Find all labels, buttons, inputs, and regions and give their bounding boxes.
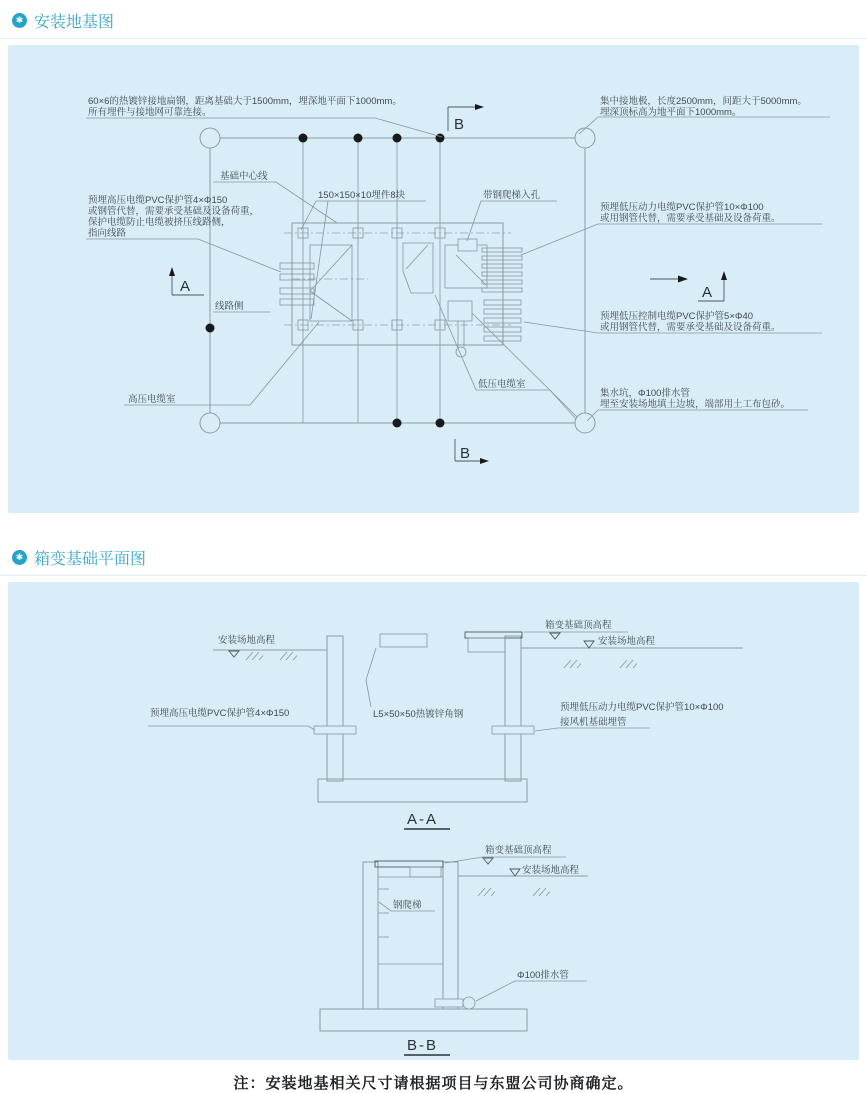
section-letter-a-right: A (702, 284, 713, 301)
bb-annotation-ladder (379, 899, 435, 911)
annotation-sump (587, 387, 808, 421)
foundation-plan-panel (8, 45, 859, 513)
bb-title-text: B-B (407, 1037, 439, 1054)
lv-cable-room (403, 243, 433, 293)
label-ground-pole-line1: 集中接地极，长度2500mm，间距大于5000mm。 (600, 96, 807, 107)
bb-label-drain: Φ100排水管 (517, 970, 569, 981)
lv-power-pipe-group-right (482, 248, 522, 292)
section-2-title: 箱变基础平面图 (34, 551, 147, 568)
section-1-title: 安装地基图 (34, 14, 115, 31)
label-hv-line1: 预埋高压电缆PVC保护管4×Φ150 (88, 195, 228, 206)
aa-label-hv-pipe: 预埋高压电缆PVC保护管4×Φ150 (150, 708, 290, 719)
aa-ground-right (521, 619, 743, 668)
annotation-lv-power-pipes (521, 201, 822, 255)
manhole-room (445, 239, 487, 288)
aa-title (404, 811, 450, 829)
aa-label-site-level-left: 安装场地高程 (218, 635, 276, 646)
bb-title (404, 1037, 450, 1055)
section-aa-drawing (148, 619, 743, 829)
annotation-ground-pole (579, 95, 830, 134)
aa-top-block (380, 634, 427, 647)
aa-left-wall (327, 636, 343, 781)
aa-label-lv-pipe-line1: 预埋低压动力电缆PVC保护管10×Φ100 (560, 702, 724, 713)
foundation-sections-panel (8, 582, 859, 1060)
label-lvp-line2: 或用钢管代替，需要承受基础及设备荷重。 (600, 213, 781, 224)
bb-label-top-level: 箱变基础顶高程 (485, 845, 552, 856)
label-lvp-line1: 预埋低压动力电缆PVC保护管10×Φ100 (600, 202, 764, 213)
aa-right-wall (505, 636, 521, 781)
aa-right-block (468, 638, 505, 652)
label-hv-room: 高压电缆室 (128, 394, 176, 405)
aa-base-slab (318, 779, 527, 802)
label-ground-pole-line2: 埋深顶标高为地平面下1000mm。 (600, 107, 742, 118)
aa-label-angle-steel: L5×50×50热镀锌角钢 (373, 709, 464, 720)
aa-annotation-lv-pipe (535, 701, 724, 731)
header-divider-1 (0, 38, 867, 39)
header-divider-2 (0, 575, 867, 576)
bb-base-slab (320, 1009, 527, 1031)
bb-right-wall (443, 862, 458, 1009)
bb-top-block (410, 867, 441, 877)
aa-right-pipe-sleeve (492, 726, 534, 734)
label-hv-line3: 保护电缆防止电缆被挤压线路侧， (88, 217, 231, 228)
label-lvc-line2: 或用钢管代替，需要承受基础及设备荷重。 (600, 322, 781, 333)
foundation-sections-drawing (8, 582, 859, 1060)
section-mark-b-bottom (455, 439, 489, 464)
label-embed-plates: 150×150×10埋件8块 (318, 190, 406, 201)
label-ground-strip-line1: 60×6的热镀锌接地扁钢，距离基础大于1500mm，埋深地平面下1000mm。 (88, 96, 402, 107)
bb-left-wall (363, 862, 378, 1009)
annotation-embed-plates (301, 189, 426, 319)
label-center-line: 基础中心线 (220, 171, 268, 182)
aa-left-pipe-sleeve (314, 726, 356, 734)
section-letter-b-bottom: B (460, 445, 471, 462)
label-lvc-line1: 预埋低压控制电缆PVC保护管5×Φ40 (600, 311, 754, 322)
bb-ground-right (445, 844, 588, 896)
label-hv-line4: 指向线路 (88, 228, 127, 239)
section-bullet-icon (12, 550, 27, 565)
aa-label-lv-pipe-line2: 接风机基础埋管 (560, 717, 627, 728)
label-manhole: 带钢爬梯入孔 (483, 190, 541, 201)
aa-label-top-level: 箱变基础顶高程 (545, 620, 612, 631)
label-lv-room: 低压电缆室 (478, 379, 526, 390)
section-letter-a-left: A (180, 278, 191, 295)
hv-pipe-group-left (280, 263, 314, 305)
aa-title-text: A-A (407, 811, 439, 828)
label-line-side: 线路侧 (215, 301, 244, 312)
aa-ground-left (213, 634, 327, 660)
section-header-1 (0, 0, 867, 38)
section-mark-a-left (169, 267, 204, 295)
section-header-2 (0, 537, 867, 575)
label-sump-line2: 埋至安装场地填土边坡，端部用土工布包砂。 (600, 399, 791, 410)
label-sump-line1: 集水坑，Φ100排水管 (600, 388, 690, 399)
section-letter-b-top: B (454, 116, 465, 133)
bb-label-ladder: 钢爬梯 (393, 900, 422, 911)
section-mark-a-right (650, 271, 727, 301)
annotation-ground-strip (86, 95, 442, 137)
aa-top-plate (465, 632, 522, 638)
section-mark-b-top (448, 104, 484, 133)
annotation-hv-pipes (86, 194, 281, 272)
section-bb-drawing (320, 844, 588, 1055)
foundation-plan-drawing (8, 45, 859, 513)
aa-annotation-hv-pipe (148, 707, 315, 730)
bb-label-site-level: 安装场地高程 (522, 865, 580, 876)
annotation-lv-control-pipes (524, 310, 822, 333)
section-bullet-icon (12, 13, 27, 28)
annotation-line-side (213, 300, 270, 312)
label-ground-strip-line2: 所有埋件与接地网可靠连接。 (88, 107, 212, 118)
bb-top-plate (375, 861, 443, 867)
label-hv-line2: 或钢管代替，需要承受基础及设备荷重， (88, 206, 260, 217)
aa-annotation-angle-steel (366, 648, 464, 720)
annotation-hv-room (124, 322, 319, 405)
note-text: 注：安装地基相关尺寸请根据项目与东盟公司协商确定。 (233, 1075, 634, 1092)
aa-label-site-level-right: 安装场地高程 (598, 636, 656, 647)
